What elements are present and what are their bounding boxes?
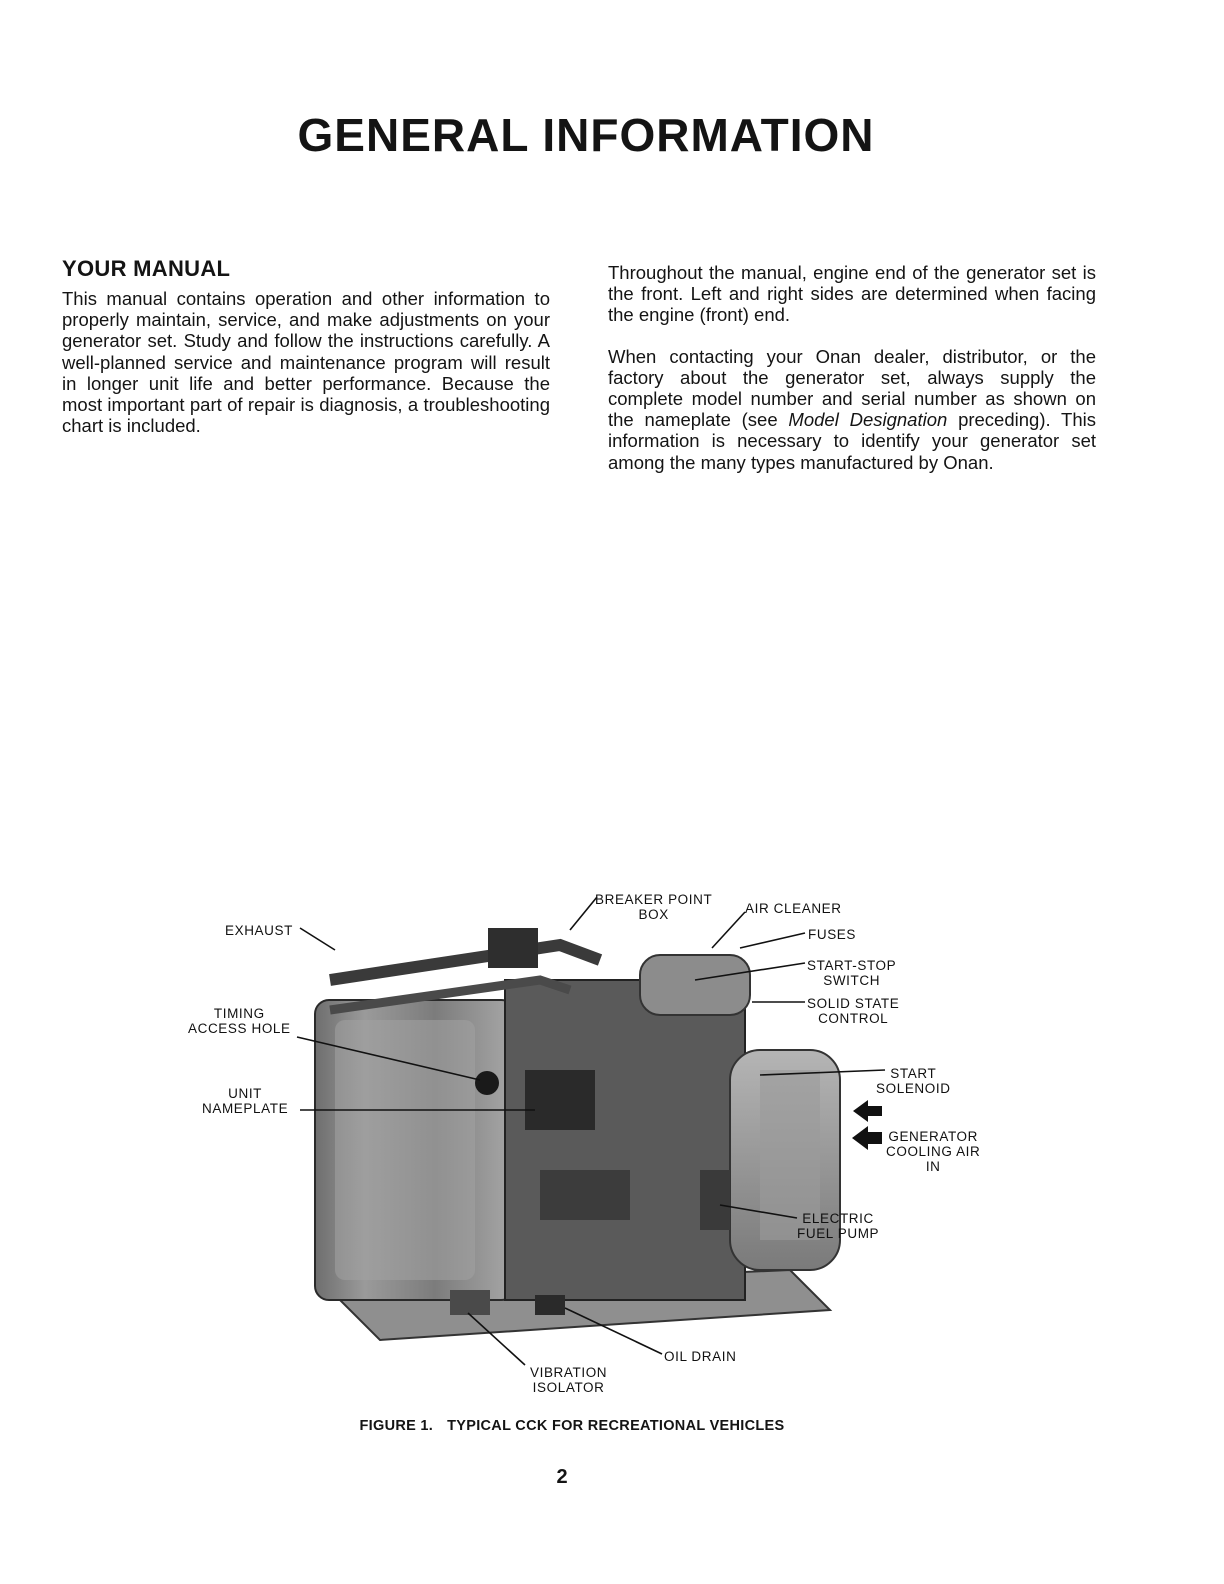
callout-generator-cooling-air-line3: IN — [925, 1159, 941, 1174]
callout-solid-state-control — [807, 996, 899, 1026]
callout-electric-fuel-pump-line1: ELECTRIC — [802, 1211, 874, 1226]
generator-set-illustration — [0, 870, 1224, 1430]
callout-fuses: FUSES — [808, 927, 857, 942]
contact-dealer-paragraph — [608, 346, 1096, 473]
callout-timing-access-hole-line2: ACCESS HOLE — [188, 1021, 291, 1036]
callout-unit-nameplate — [202, 1086, 288, 1116]
callout-start-stop-switch — [807, 958, 896, 988]
callout-vibration-isolator-line1: VIBRATION — [530, 1365, 608, 1380]
contact-text-part-2: preceding). This information is necessary to identify your generator set among the many types manufactured by Onan. — [608, 409, 1097, 473]
callout-generator-cooling-air-line2: COOLING AIR — [886, 1144, 981, 1159]
callout-electric-fuel-pump — [797, 1211, 879, 1241]
callout-exhaust: EXHAUST — [225, 923, 293, 938]
page-number: 2 — [556, 1466, 568, 1488]
callout-start-stop-switch-line2: SWITCH — [823, 973, 881, 988]
your-manual-paragraph: This manual contains operation and other information to properly maintain, service, and make adjustments on your generator set. Study and follow the instructions carefully. A well-planned service and maintenance program will result in longer unit life and better performance. Because the most important part of repair is diagnosis, a troubleshooting chart is included. — [62, 288, 550, 437]
callout-generator-cooling-air-in — [886, 1129, 980, 1174]
callout-breaker-point-box-line2: BOX — [638, 907, 669, 922]
callout-breaker-point-box — [595, 892, 712, 922]
callout-unit-nameplate-line2: NAMEPLATE — [202, 1101, 289, 1116]
contact-text-part-1: When contacting your Onan dealer, distributor, or the factory about the generator set, always supply the complete model number and serial number as shown on the nameplate (see — [608, 345, 1096, 431]
callout-start-stop-switch-line1: START-STOP — [807, 958, 897, 973]
callout-generator-cooling-air-line1: GENERATOR — [888, 1129, 979, 1144]
callout-start-solenoid-line1: START — [890, 1066, 937, 1081]
callout-electric-fuel-pump-line2: FUEL PUMP — [797, 1226, 880, 1241]
callout-vibration-isolator — [530, 1365, 607, 1395]
figure-caption-number: FIGURE 1. — [359, 1418, 434, 1434]
page-title: GENERAL INFORMATION — [297, 109, 875, 161]
callout-solid-state-control-line2: CONTROL — [818, 1011, 889, 1026]
figure-caption — [0, 1418, 1144, 1434]
callout-air-cleaner: AIR CLEANER — [745, 901, 842, 916]
callout-solid-state-control-line1: SOLID STATE — [807, 996, 900, 1011]
callout-breaker-point-box-line1: BREAKER POINT — [595, 892, 713, 907]
section-heading-your-manual: YOUR MANUAL — [62, 256, 231, 281]
callout-start-solenoid-line2: SOLENOID — [876, 1081, 951, 1096]
callout-start-solenoid — [876, 1066, 951, 1096]
callout-unit-nameplate-line1: UNIT — [228, 1086, 263, 1101]
figure-generator-set — [0, 870, 1224, 1430]
callout-timing-access-hole-line1: TIMING — [213, 1006, 265, 1021]
right-column — [608, 262, 1096, 493]
callout-timing-access-hole — [188, 1006, 291, 1036]
callout-oil-drain: OIL DRAIN — [664, 1349, 737, 1364]
figure-caption-text: TYPICAL CCK FOR RECREATIONAL VEHICLES — [447, 1418, 785, 1434]
callout-vibration-isolator-line2: ISOLATOR — [532, 1380, 605, 1395]
model-designation-reference: Model Designation — [788, 409, 948, 431]
left-column — [62, 256, 550, 456]
orientation-paragraph: Throughout the manual, engine end of the generator set is the front. Left and right sides are determined when facing the engine (front) end. — [608, 262, 1096, 326]
